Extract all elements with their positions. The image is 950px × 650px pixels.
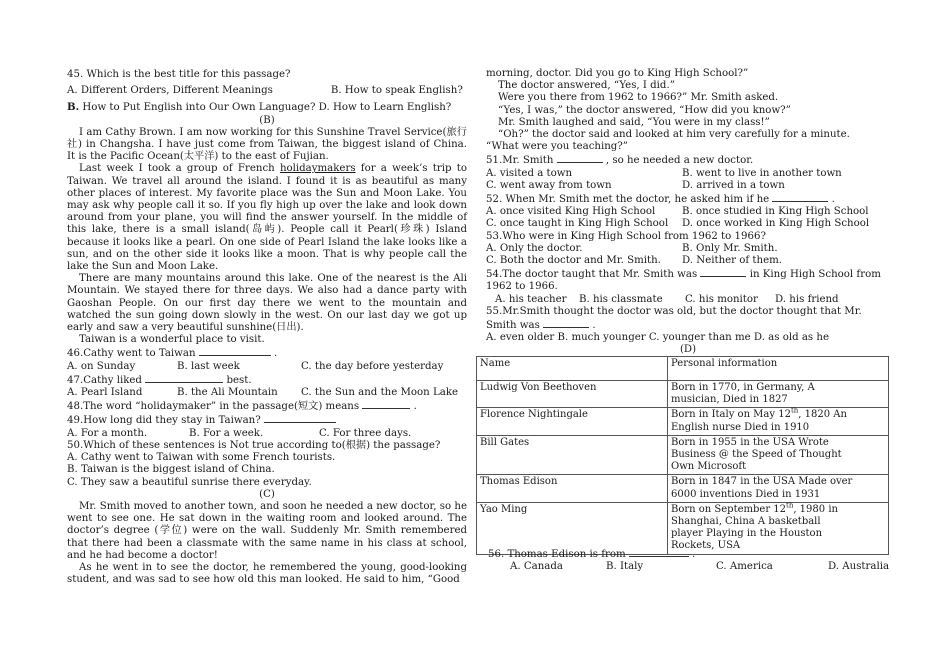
table-header-row: [477, 357, 889, 381]
question-55-options: A. even older B. much younger C. younger than me D. as old as he: [486, 332, 829, 344]
option-45a: A. Different Orders, Different Meanings: [67, 85, 273, 97]
answer-blank: [557, 153, 603, 163]
question-52-options: A. once visited King High School B. once studied in King High School: [486, 206, 869, 218]
table-cell-name: Florence Nightingale: [477, 408, 668, 435]
passage-b-paragraph-4: Taiwan is a wonderful place to visit.: [79, 334, 265, 346]
table-row: [477, 408, 889, 435]
question-54-line2: 1962 to 1966.: [486, 281, 558, 293]
question-52: 52. When Mr. Smith met the doctor, he asked him if he .: [486, 194, 835, 206]
question-45: 45. Which is the best title for this passage?: [67, 69, 291, 80]
question-56: 56. Thomas Edison is from .: [488, 549, 696, 560]
passage-b-paragraph-3: There are many mountains around this lake. One of the nearest is the Ali Mountain. We stayed there for three days. We also had a dance party with Gaoshan People. On our first day there we went to the mountain and watched the sun going down slowly in the west. On our last day we got up early and saw a very beautiful sunshine(日出).: [67, 273, 467, 334]
answer-blank: [543, 318, 589, 328]
question-50: 50.Which of these sentences is Not true according to(根据) the passage?: [67, 439, 441, 451]
question-46-options: A. on Sunday B. last week C. the day before yesterday: [67, 360, 444, 372]
question-45-options-row1: [67, 85, 467, 97]
table-cell-name: Thomas Edison: [477, 475, 668, 502]
question-48: 48.The word “holidaymaker” in the passage(短文) means .: [67, 401, 417, 413]
answer-blank: [362, 399, 410, 409]
option-50b: B. Taiwan is the biggest island of China.: [67, 464, 275, 476]
table-row: [477, 475, 889, 502]
passage-c-line: morning, doctor. Did you go to King High School?”: [486, 68, 749, 79]
passage-c-line: “Yes, I was,” the doctor answered, “How did you know?”: [498, 104, 791, 116]
question-51: 51.Mr. Smith , so he needed a new doctor.: [486, 155, 754, 167]
option-45b: B. How to speak English?: [330, 85, 463, 97]
question-55-line2: Smith was .: [486, 320, 596, 332]
option-45d: D. How to Learn English?: [318, 102, 452, 114]
option-45b-marker: B.: [67, 101, 80, 114]
question-49: 49.How long did they stay in Taiwan?: [67, 413, 467, 427]
passage-c-line: Mr. Smith laughed and said, “You were in my class!”: [498, 116, 770, 128]
question-54-options: A. his teacher B. his classmate C. his monitor D. his friend: [495, 293, 839, 305]
answer-blank: [772, 192, 828, 202]
table-cell-info: Born in 1770, in Germany, A musician, Died in 1827: [668, 381, 889, 408]
question-47-options: A. Pearl Island B. the Ali Mountain C. the Sun and the Moon Lake: [67, 387, 459, 399]
question-53: 53.Who were in King High School from 1962 to 1966?: [486, 230, 766, 242]
left-column: [67, 69, 467, 586]
passage-c-line: The doctor answered, “Yes, I did.”: [498, 80, 675, 92]
passage-c-line: “What were you teaching?”: [486, 141, 628, 153]
passage-b-paragraph-1: I am Cathy Brown. I am now working for this Sunshine Travel Service(旅行社) in Changsha. I have just come from Taiwan, the biggest island of China. It is the Pacific Ocean(太平洋) to the east of Fujian.: [67, 126, 467, 163]
table-cell-name: Bill Gates: [477, 435, 668, 475]
answer-blank: [264, 413, 336, 423]
table-row: [477, 381, 889, 408]
passage-c-line: “Oh?” the doctor said and looked at him very carefully for a minute.: [498, 129, 850, 141]
right-column: [486, 68, 890, 357]
question-53-options: A. Only the doctor. B. Only Mr. Smith.: [486, 242, 778, 254]
passage-c-line: Were you there from 1962 to 1966?” Mr. Smith asked.: [498, 92, 779, 104]
question-46: 46.Cathy went to Taiwan .: [67, 348, 278, 360]
question-51-options: A. visited a town B. went to live in another town: [486, 167, 842, 179]
table-cell-info: Born in 1955 in the USA Wrote Business @ the Speed of Thought Own Microsoft: [668, 435, 889, 475]
section-d-heading: (D): [679, 344, 697, 356]
question-51-options: C. went away from town D. arrived in a town: [486, 179, 785, 191]
section-c-heading: (C): [259, 488, 275, 500]
question-56-block: [486, 547, 890, 573]
question-47: 47.Cathy liked best.: [67, 374, 252, 386]
question-49-options: A. For a month. B. For a week. C. For three days.: [67, 427, 412, 439]
question-52-options: C. once taught in King High School D. once worked in King High School: [486, 218, 870, 230]
answer-blank: [199, 346, 271, 356]
answer-blank: [145, 373, 223, 383]
passage-c-paragraph-2: As he went in to see the doctor, he remembered the young, good-looking student, and was sad to see how old this man looked. He said to him, “Good: [67, 561, 467, 586]
passage-c-paragraph-1: Mr. Smith moved to another town, and soon he needed a new doctor, so he went to see one. He sat down in the waiting room and looked around. The doctor’s degree (学位) were on the wall. Suddenly Mr. Smith remembered that there had been a classmate with the same name in his class at school, and he had become a doctor!: [67, 500, 467, 561]
passage-b-paragraph-2: Last week I took a group of French holidaymakers for a week’s trip to Taiwan. We travel all around the island. I found it is as beautiful as many other places of interest. My favorite place was the Sun and Moon Lake. You may ask why people call it so. If you fly high up over the lake and look down around from your plane, you will find the answer yourself. In the middle of this lake, there is a small island(岛屿). People call it Pearl(珍珠) Island because it looks like a pearl. On one side of Pearl Island the lake looks like a sun, and on the other side it looks like a moon. That is why people call the lake the Sun and Moon Lake.: [67, 163, 467, 273]
table-row: [477, 435, 889, 475]
table-cell-info: Born on September 12th, 1980 in Shanghai, China A basketball player Playing in the Houston Rockets, USA: [668, 502, 889, 554]
table-cell-info: Born in Italy on May 12th, 1820 An English nurse Died in 1910: [668, 408, 889, 435]
table-cell-name: Ludwig Von Beethoven: [477, 381, 668, 408]
question-53-options: C. Both the doctor and Mr. Smith. D. Neither of them.: [486, 255, 782, 267]
people-info-table: [476, 356, 889, 555]
answer-blank: [700, 267, 746, 277]
section-b-heading: (B): [259, 114, 275, 126]
holidaymakers-underlined: holidaymakers: [279, 163, 356, 175]
table-cell-info: Born in 1847 in the USA Made over 6000 inventions Died in 1931: [668, 475, 889, 502]
table-header-info: Personal information: [668, 357, 889, 381]
option-45c: How to Put English into Our Own Language?: [82, 102, 316, 114]
question-54: 54.The doctor taught that Mr. Smith was in King High School from: [486, 269, 881, 281]
question-55: 55.Mr.Smith thought the doctor was old, but the doctor thought that Mr.: [486, 305, 862, 317]
table-cell-name: Yao Ming: [477, 502, 668, 554]
answer-blank: [629, 547, 689, 557]
option-50a: A. Cathy went to Taiwan with some French tourists.: [67, 452, 336, 464]
table-header-name: Name: [477, 357, 668, 381]
question-45-options-row2: [67, 101, 467, 114]
question-56-options: A. Canada B. Italy C. America D. Australia: [510, 561, 890, 573]
option-50c: C. They saw a beautiful sunrise there everyday.: [67, 476, 312, 488]
